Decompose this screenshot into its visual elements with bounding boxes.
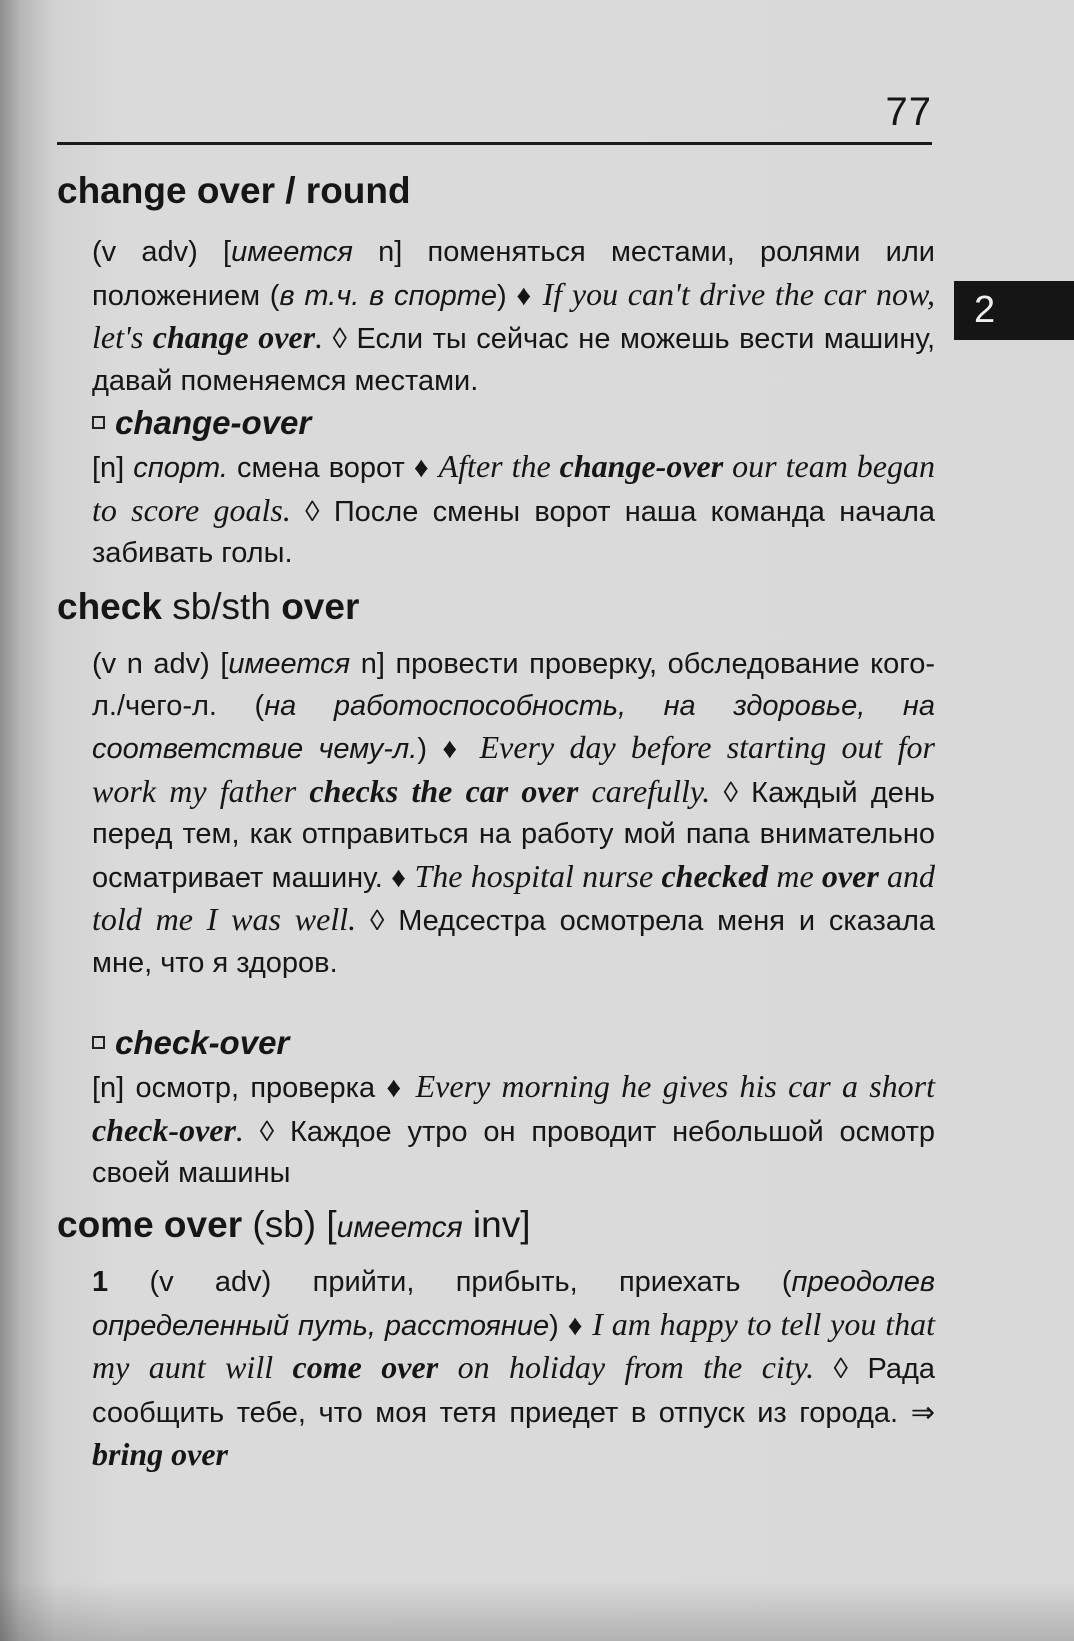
translation-marker: ◊ [814,1353,868,1385]
example-highlight: over [821,857,879,894]
example-text: and told me I was well. [92,857,936,937]
derived-headword [92,404,311,442]
cross-reference-text: bring over [92,1436,228,1472]
example-text: After the [429,448,560,484]
usage-label: спорт. [133,452,228,484]
derived-headword-text: check-over [115,1024,290,1061]
example-text: me [768,857,822,894]
definition: прийти, прибыть, приехать ( [312,1266,792,1298]
derived-headword [92,1024,289,1062]
translation-marker: ◊ [710,776,752,809]
definition: ) [497,279,517,312]
derived-headword-text: change-over [115,404,312,441]
translation: Медсестра осмотрела меня и сказала мне, что я здоров. [92,905,936,979]
headword-part: come over [57,1204,243,1245]
example-highlight: change-over [559,448,724,484]
example-text: The hospital nurse [406,857,662,894]
grammar-code: n] [350,648,396,680]
header-rule [57,142,932,145]
example-highlight: change over [152,319,316,355]
definition: ) [549,1309,568,1342]
example-marker: ♦ [442,733,465,765]
headword-object: (sb) [ [242,1204,337,1245]
entry-headword: change over / round [57,170,411,211]
sense-number: 1 [92,1266,109,1298]
definition: смена ворот [227,452,414,484]
example-highlight: checks the car over [309,772,579,809]
entry-body [92,644,935,984]
usage-label: имеется [336,1211,463,1244]
translation-marker: ◊ [323,323,357,355]
example-marker: ♦ [516,279,533,312]
square-bullet-icon [92,1036,105,1049]
definition: поменяться местами, ролями или положением ( [92,236,935,312]
usage-note: преодолев определенный путь, расстояние [92,1266,935,1342]
example-text: our team began to score goals. [92,448,935,528]
grammar-code: (v adv) [108,1266,313,1298]
example-text: I am happy to tell you that my aunt will [92,1305,936,1385]
cross-reference [92,1436,228,1472]
example-text: Every morning he gives his car a short [404,1068,935,1104]
example-text: carefully. [578,772,711,809]
translation: Каждое утро он проводит небольшой осмотр своей машины [92,1115,936,1189]
square-bullet-icon [92,416,105,429]
example-text: If you can't drive the car now, let's [92,275,935,355]
headword-object: sb/sth [161,586,282,627]
grammar-code: (v adv) [ [92,236,232,268]
grammar-code: n] [352,236,428,268]
translation-marker: ◊ [290,495,334,528]
entry-headword [57,586,359,628]
grammar-code: [n] [92,1072,136,1104]
page-number: 77 [885,90,932,134]
example-highlight: check-over [92,1111,236,1148]
translation: После смены ворот наша команда начала забивать голы. [92,495,936,569]
headword-grammar: inv] [462,1204,531,1245]
example-marker: ♦ [386,1072,405,1104]
translation-marker: ◊ [243,1115,290,1148]
headword-part: check [57,586,162,627]
entry-body [92,1262,935,1478]
translation: Каждый день перед тем, как отправиться на работу мой папа внимательно осматривает машину. [92,776,936,894]
page-shadow [0,1581,1074,1641]
translation-marker: ◊ [356,905,399,937]
example-marker: ♦ [413,452,430,484]
example-highlight: checked [661,857,769,894]
usage-label: имеется [228,648,351,680]
derived-body [92,1066,935,1195]
definition: осмотр, проверка [135,1072,387,1104]
usage-label: имеется [231,236,353,268]
usage-note: на работоспособность, на здоровье, на соответствие чему-л. [92,689,935,765]
example-marker: ♦ [567,1309,584,1342]
entry-body [92,232,935,402]
translation: Рада сообщить тебе, что моя тетя приедет в отпуск из города. [92,1353,936,1429]
example-text: on holiday from the city. [438,1349,815,1385]
definition: провести проверку, обследование кого-л./чего-л. ( [92,648,935,722]
translation: Если ты сейчас не можешь вести машину, давай поменяемся местами. [92,323,936,397]
usage-note: в т.ч. в спорте [279,279,497,312]
example-text: . [315,319,324,355]
cross-reference-arrow-icon: ⇒ [910,1396,935,1429]
example-highlight: come over [292,1349,439,1385]
definition: ) [417,733,443,765]
grammar-code: (v n adv) [ [92,648,229,680]
headword-part: over [281,586,360,627]
example-text: . [235,1111,244,1148]
example-text: Every day before starting out for work my father [92,729,936,809]
grammar-code: [n] [92,452,134,484]
example-marker: ♦ [382,861,407,894]
derived-body [92,446,935,575]
section-thumb-tab: 2 [954,281,1074,340]
entry-headword [57,1204,530,1246]
